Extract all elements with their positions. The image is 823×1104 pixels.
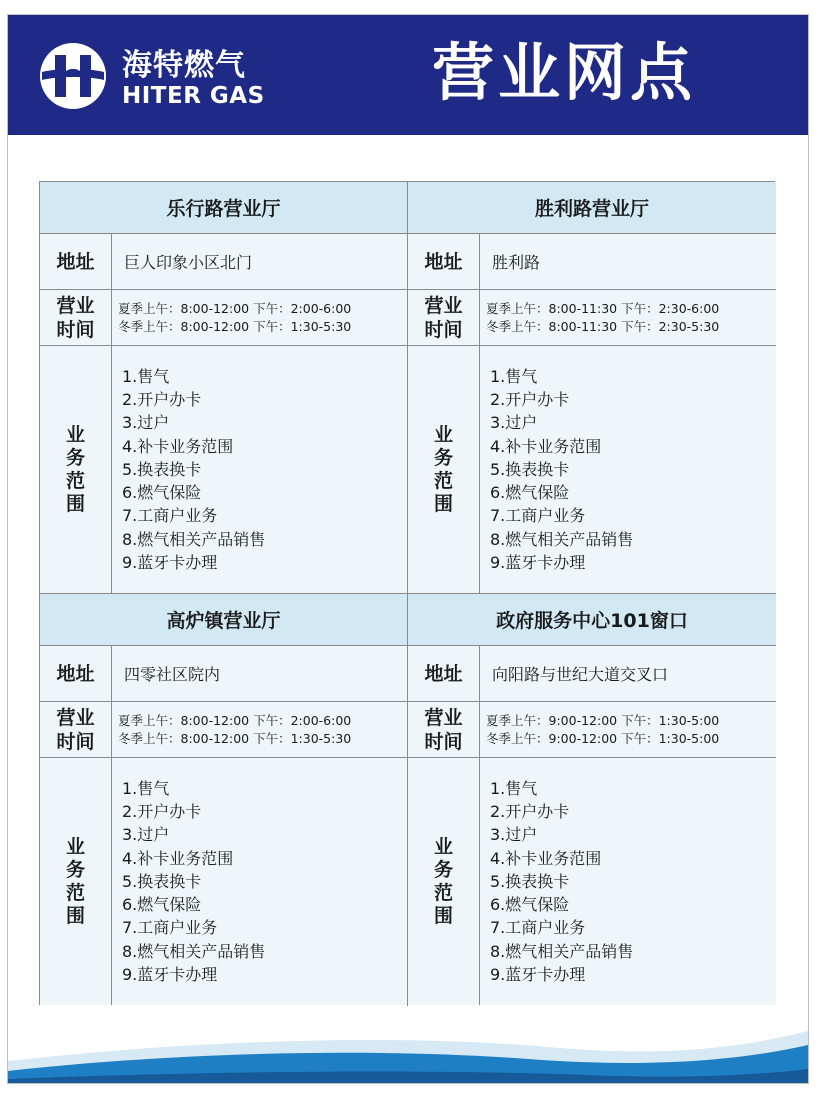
- service-item: 8.燃气相关产品销售: [490, 941, 634, 961]
- service-item: 6.燃气保险: [490, 895, 570, 915]
- address-value: 四零社区院内: [124, 665, 221, 684]
- hours-label-line: 时间: [424, 318, 463, 341]
- scope-label-char: 业: [433, 423, 453, 446]
- summer-hours: 夏季上午：8:00-12:00 下午：2:00-6:00: [118, 300, 352, 316]
- scope-label-char: 务: [433, 858, 453, 881]
- service-item: 7.工商户业务: [490, 506, 586, 526]
- scope-label-char: 务: [65, 446, 85, 469]
- summer-hours: 夏季上午：9:00-12:00 下午：1:30-5:00: [486, 712, 720, 728]
- scope-label: [408, 346, 480, 593]
- header-banner: [8, 15, 808, 135]
- hiter-gas-logo-icon: [38, 41, 108, 111]
- hours-label-line: 营业: [56, 706, 95, 729]
- scope-label-char: 务: [433, 446, 453, 469]
- service-list: [112, 758, 407, 1005]
- service-item: 3.过户: [122, 825, 170, 845]
- hours-label-line: 时间: [56, 318, 95, 341]
- service-item: 9.蓝牙卡办理: [490, 965, 586, 985]
- service-item: 5.换表换卡: [490, 459, 570, 479]
- service-item: 2.开户办卡: [490, 389, 570, 409]
- service-item: 4.补卡业务范围: [490, 436, 602, 456]
- hours-value: [480, 290, 776, 345]
- hours-label-line: 营业: [424, 294, 463, 317]
- hours-label-line: 时间: [56, 730, 95, 753]
- address-label: 地址: [408, 234, 480, 289]
- branch-card: [40, 182, 408, 594]
- service-item: 8.燃气相关产品销售: [122, 529, 266, 549]
- brand-name-en: HITER GAS: [122, 83, 265, 109]
- service-item: 9.蓝牙卡办理: [490, 553, 586, 573]
- winter-hours: 冬季上午：8:00-11:30 下午：2:30-5:30: [486, 318, 720, 334]
- service-item: 9.蓝牙卡办理: [122, 965, 218, 985]
- address-value: 胜利路: [492, 253, 541, 272]
- hours-row: [408, 290, 776, 346]
- service-item: 2.开户办卡: [122, 389, 202, 409]
- address-label: 地址: [40, 646, 112, 701]
- scope-label-char: 范: [433, 881, 453, 904]
- service-item: 7.工商户业务: [122, 506, 218, 526]
- service-item: 1.售气: [122, 778, 170, 798]
- service-item: 2.开户办卡: [122, 801, 202, 821]
- service-item: 7.工商户业务: [122, 918, 218, 938]
- service-item: 4.补卡业务范围: [122, 436, 234, 456]
- brand-name-cn: 海特燃气: [122, 48, 246, 83]
- hours-value: [112, 290, 407, 345]
- service-list: [480, 346, 776, 593]
- branch-card: [40, 594, 408, 1006]
- service-item: 6.燃气保险: [122, 483, 202, 503]
- scope-label-char: 业: [433, 835, 453, 858]
- branch-card: [408, 182, 776, 594]
- winter-hours: 冬季上午：8:00-12:00 下午：1:30-5:30: [118, 318, 352, 334]
- service-item: 6.燃气保险: [122, 895, 202, 915]
- scope-label-char: 围: [433, 904, 453, 927]
- address-value: 巨人印象小区北门: [124, 253, 253, 272]
- scope-label-char: 范: [433, 469, 453, 492]
- service-item: 3.过户: [490, 413, 538, 433]
- scope-label-char: 范: [65, 469, 85, 492]
- scope-label-char: 围: [65, 904, 85, 927]
- service-item: 3.过户: [490, 825, 538, 845]
- hours-label: [40, 290, 112, 345]
- address-label: 地址: [40, 234, 112, 289]
- service-list: [480, 758, 776, 1005]
- scope-label-char: 范: [65, 881, 85, 904]
- hours-label: [408, 702, 480, 757]
- hours-label-line: 时间: [424, 730, 463, 753]
- winter-hours: 冬季上午：8:00-12:00 下午：1:30-5:30: [118, 730, 352, 746]
- scope-label-char: 务: [65, 858, 85, 881]
- service-item: 5.换表换卡: [490, 871, 570, 891]
- scope-label-char: 围: [65, 492, 85, 515]
- hours-label-line: 营业: [424, 706, 463, 729]
- poster: [7, 14, 809, 1084]
- page-title: 营业网点: [432, 36, 697, 109]
- service-item: 7.工商户业务: [490, 918, 586, 938]
- branches-table: [39, 181, 775, 1005]
- service-item: 1.售气: [122, 366, 170, 386]
- service-item: 1.售气: [490, 778, 538, 798]
- address-row: [408, 234, 776, 290]
- scope-label-char: 围: [433, 492, 453, 515]
- hours-label: [40, 702, 112, 757]
- hours-row: [40, 702, 407, 758]
- address-row: [40, 646, 407, 702]
- branch-name: 高炉镇营业厅: [40, 594, 407, 646]
- service-item: 1.售气: [490, 366, 538, 386]
- scope-label: [408, 758, 480, 1005]
- address-value: 向阳路与世纪大道交叉口: [492, 665, 669, 684]
- service-item: 6.燃气保险: [490, 483, 570, 503]
- scope-label: [40, 758, 112, 1005]
- scope-label: [40, 346, 112, 593]
- scope-label-char: 业: [65, 835, 85, 858]
- hours-row: [40, 290, 407, 346]
- address-label: 地址: [408, 646, 480, 701]
- address-row: [408, 646, 776, 702]
- service-item: 8.燃气相关产品销售: [490, 529, 634, 549]
- scope-row: [408, 346, 776, 593]
- scope-label-char: 业: [65, 423, 85, 446]
- scope-row: [40, 346, 407, 593]
- service-item: 5.换表换卡: [122, 871, 202, 891]
- branch-name: 胜利路营业厅: [408, 182, 776, 234]
- service-item: 4.补卡业务范围: [122, 848, 234, 868]
- service-item: 5.换表换卡: [122, 459, 202, 479]
- service-item: 9.蓝牙卡办理: [122, 553, 218, 573]
- address-row: [40, 234, 407, 290]
- summer-hours: 夏季上午：8:00-11:30 下午：2:30-6:00: [486, 300, 720, 316]
- service-list: [112, 346, 407, 593]
- hours-value: [480, 702, 776, 757]
- branch-name: 乐行路营业厅: [40, 182, 407, 234]
- bottom-wave-decoration: [8, 1013, 808, 1083]
- service-item: 3.过户: [122, 413, 170, 433]
- hours-label: [408, 290, 480, 345]
- service-item: 8.燃气相关产品销售: [122, 941, 266, 961]
- hours-row: [408, 702, 776, 758]
- service-item: 2.开户办卡: [490, 801, 570, 821]
- summer-hours: 夏季上午：8:00-12:00 下午：2:00-6:00: [118, 712, 352, 728]
- scope-row: [40, 758, 407, 1005]
- service-item: 4.补卡业务范围: [490, 848, 602, 868]
- winter-hours: 冬季上午：9:00-12:00 下午：1:30-5:00: [486, 730, 720, 746]
- scope-row: [408, 758, 776, 1005]
- hours-label-line: 营业: [56, 294, 95, 317]
- hours-value: [112, 702, 407, 757]
- branch-card: [408, 594, 776, 1006]
- branch-name: 政府服务中心101窗口: [408, 594, 776, 646]
